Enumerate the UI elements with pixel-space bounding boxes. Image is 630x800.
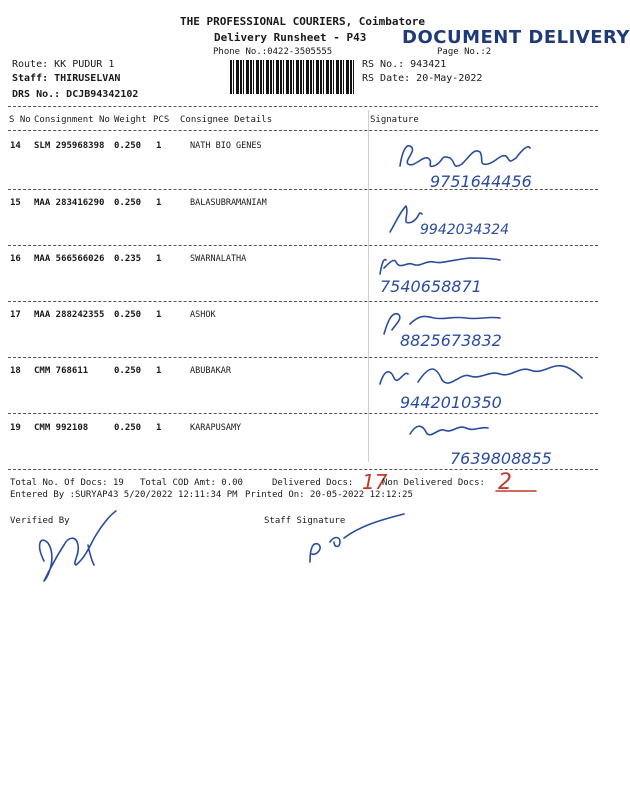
rs-number: RS No.: 943421 xyxy=(362,59,447,70)
col-pcs: PCS xyxy=(153,115,170,125)
non-delivered-docs-value: 2 xyxy=(498,470,512,495)
route: Route: KK PUDUR 1 xyxy=(12,59,115,70)
sno: 14 xyxy=(10,141,21,151)
divider xyxy=(8,106,598,107)
consignee: NATH BIO GENES xyxy=(190,141,262,151)
staff-signature xyxy=(300,512,410,572)
signature-phone: 9442010350 xyxy=(400,393,502,412)
signature-phone: 7540658871 xyxy=(380,277,482,296)
signature-row-15 xyxy=(370,192,598,248)
consignment-no: MAA 566566026 xyxy=(34,254,105,264)
sno: 16 xyxy=(10,254,21,264)
verified-by-label: Verified By xyxy=(10,516,70,526)
signature-phone: 9942034324 xyxy=(420,222,510,238)
rs-date: RS Date: 20-May-2022 xyxy=(362,73,483,84)
company-name: THE PROFESSIONAL COURIERS, Coimbatore xyxy=(180,15,426,28)
weight: 0.250 xyxy=(114,198,142,208)
signature-row-16 xyxy=(370,248,598,304)
staff-signature-label: Staff Signature xyxy=(264,516,346,526)
consignment-no: CMM 992108 xyxy=(34,423,89,433)
underline-mark xyxy=(494,488,538,494)
signature-phone: 7639808855 xyxy=(450,449,552,468)
pcs: 1 xyxy=(156,423,162,433)
document-delivery-stamp: DOCUMENT DELIVERY xyxy=(402,27,630,48)
delivered-docs-label: Delivered Docs: xyxy=(272,478,354,488)
column-divider xyxy=(368,110,369,462)
consignment-no: CMM 768611 xyxy=(34,366,89,376)
signature-row-19 xyxy=(370,414,598,474)
sno: 18 xyxy=(10,366,21,376)
pcs: 1 xyxy=(156,254,162,264)
consignee: ASHOK xyxy=(190,310,216,320)
runsheet-title: Delivery Runsheet - P43 xyxy=(214,31,367,44)
weight: 0.250 xyxy=(114,366,142,376)
page-number: Page No.:2 xyxy=(437,47,492,57)
sno: 19 xyxy=(10,423,21,433)
printed-on: Printed On: 20-05-2022 12:12:25 xyxy=(245,490,413,500)
consignee: SWARNALATHA xyxy=(190,254,247,264)
entered-by: Entered By :SURYAP43 5/20/2022 12:11:34 PM xyxy=(10,490,238,500)
pcs: 1 xyxy=(156,366,162,376)
total-docs: Total No. Of Docs: 19 xyxy=(10,478,124,488)
weight: 0.250 xyxy=(114,310,142,320)
signature-phone: 8825673832 xyxy=(400,331,502,350)
pcs: 1 xyxy=(156,198,162,208)
col-signature: Signature xyxy=(370,115,419,125)
sno: 15 xyxy=(10,198,21,208)
verified-by-signature xyxy=(30,505,120,587)
signature-row-14 xyxy=(370,134,598,190)
barcode xyxy=(230,60,354,94)
weight: 0.235 xyxy=(114,254,142,264)
sno: 17 xyxy=(10,310,21,320)
signature-phone: 9751644456 xyxy=(430,172,532,191)
drs-number: DRS No.: DCJB94342102 xyxy=(12,89,139,100)
col-consignee: Consignee Details xyxy=(180,115,273,125)
non-delivered-docs-label: Non Delivered Docs: xyxy=(382,478,485,488)
pcs: 1 xyxy=(156,141,162,151)
consignment-no: MAA 288242355 xyxy=(34,310,105,320)
staff: Staff: THIRUSELVAN xyxy=(12,73,121,84)
delivered-docs-value: 17 xyxy=(362,470,388,494)
consignee: KARAPUSAMY xyxy=(190,423,242,433)
col-sno: S No xyxy=(9,115,31,125)
consignment-no: SLM 295968398 xyxy=(34,141,105,151)
pcs: 1 xyxy=(156,310,162,320)
col-weight: Weight xyxy=(114,115,147,125)
signature-row-18 xyxy=(370,360,598,420)
signature-row-17 xyxy=(370,304,598,360)
consignee: ABUBAKAR xyxy=(190,366,231,376)
phone-number: Phone No.:0422-3505555 xyxy=(213,47,333,57)
divider xyxy=(8,130,598,131)
col-consignment: Consignment No xyxy=(34,115,110,125)
total-cod: Total COD Amt: 0.00 xyxy=(140,478,243,488)
consignment-no: MAA 283416290 xyxy=(34,198,105,208)
weight: 0.250 xyxy=(114,141,142,151)
weight: 0.250 xyxy=(114,423,142,433)
consignee: BALASUBRAMANIAM xyxy=(190,198,267,208)
